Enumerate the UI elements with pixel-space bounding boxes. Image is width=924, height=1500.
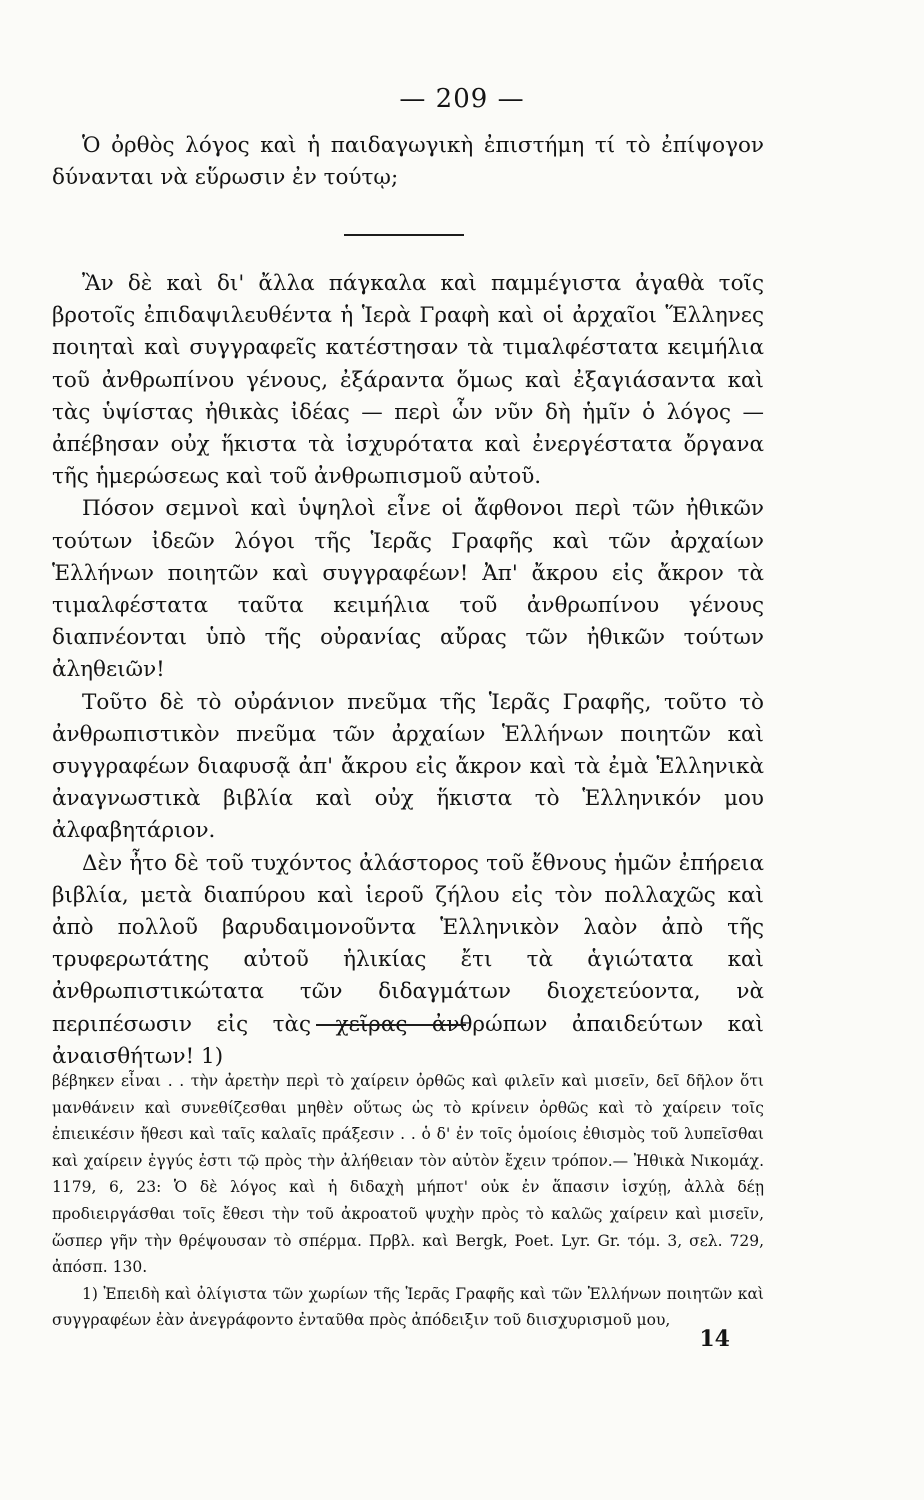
intro-paragraph: Ὁ ὀρθὸς λόγος καὶ ἡ παιδαγωγικὴ ἐπιστήμη τί τὸ ἐπίψογον δύνανται νὰ εὕρωσιν ἐν τούτῳ; [52,133,764,191]
main-text [52,268,764,1073]
paragraph-1: Ἂν δὲ καὶ δι' ἄλλα πάγκαλα καὶ παμμέγιστα ἀγαθὰ τοῖς βροτοῖς ἐπιδαψιλευθέντα ἡ Ἱερὰ Γραφὴ καὶ οἱ ἀρχαῖοι Ἕλληνες ποιηταὶ καὶ συγγραφεῖς κατέστησαν τὰ τιμαλφέστατα κειμήλια τοῦ ἀνθρωπίνου γένους, ἐξάραντα ὅμως καὶ ἐξαγιάσαντα καὶ τὰς ὑψίστας ἠθικὰς ἰδέας — περὶ ὧν νῦν δὴ ἡμῖν ὁ λόγος — ἀπέβησαν οὐχ ἥκιστα τὰ ἰσχυρότατα καὶ ἐνεργέστατα ὄργανα τῆς ἡμερώσεως καὶ τοῦ ἀνθρωπισμοῦ αὐτοῦ. [52,271,764,490]
section-divider-top [344,234,464,236]
footnote-continued: βέβηκεν εἶναι . . τὴν ἀρετὴν περὶ τὸ χαίρειν ὀρθῶς καὶ φιλεῖν καὶ μισεῖν, δεῖ δῆλον ὅτι μανθάνειν καὶ συνεθίζεσθαι μηθὲν οὕτως ὡς τὸ κρίνειν ὀρθῶς καὶ τὸ χαίρειν τοῖς ἐπιεικέσιν ἤθεσι καὶ ταῖς καλαῖς πράξεσιν . . ὁ δ' ἐν τοῖς ὁμοίοις ἐθισμὸς τοῦ λυπεῖσθαι καὶ χαίρειν ἐγγύς ἐστι τῷ πρὸς τὴν ἀλήθειαν τὸν αὐτὸν ἔχειν τρόπον.— Ἠθικὰ Νικομάχ. 1179, 6, 23: Ὁ δὲ λόγος καὶ ἡ διδαχὴ μήποτ' οὐκ ἐν ἅπασιν ἰσχύῃ, ἀλλὰ δέῃ προδιειργάσθαι τοῖς ἔθεσι τὴν τοῦ ἀκροατοῦ ψυχὴν πρὸς τὸ καλῶς χαίρειν καὶ μισεῖν, ὥσπερ γῆν τὴν θρέψουσαν τὸ σπέρμα. Πρβλ. καὶ Bergk, Poet. Lyr. Gr. τόμ. 3, σελ. 729, ἀπόσπ. 130. [52,1072,764,1277]
footnotes [52,1068,764,1334]
signature-mark: 14 [699,1326,730,1352]
page-number: — 209 — [399,84,525,114]
paragraph-3: Τοῦτο δὲ τὸ οὐράνιον πνεῦμα τῆς Ἱερᾶς Γραφῆς, τοῦτο τὸ ἀνθρωπιστικὸν πνεῦμα τῶν ἀρχαίων Ἑλλήνων ποιητῶν καὶ συγγραφέων διαφυσᾷ ἀπ' ἄκρου εἰς ἄκρον καὶ τὰ ἐμὰ Ἑλληνικὰ ἀναγνωστικὰ βιβλία καὶ οὐχ ἥκιστα τὸ Ἑλληνικόν μου ἀλφαβητάριον. [52,689,764,844]
footnote-1: 1) Ἐπειδὴ καὶ ὀλίγιστα τῶν χωρίων τῆς Ἱερᾶς Γραφῆς καὶ τῶν Ἑλλήνων ποιητῶν καὶ συγγραφέων ἐὰν ἀνεγράφοντο ἐνταῦθα πρὸς ἀπόδειξιν τοῦ διισχυρισμοῦ μου, [52,1284,764,1330]
paragraph-2: Πόσον σεμνοὶ καὶ ὑψηλοὶ εἶνε οἱ ἄφθονοι περὶ τῶν ἠθικῶν τούτων ἰδεῶν λόγοι τῆς Ἱερᾶς Γραφῆς καὶ τῶν ἀρχαίων Ἑλλήνων ποιητῶν καὶ συγγραφέων! Ἀπ' ἄκρου εἰς ἄκρον τὰ τιμαλφέστατα ταῦτα κειμήλια τοῦ ἀνθρωπίνου γένους διαπνέονται ὑπὸ τῆς οὐρανίας αὔρας τῶν ἠθικῶν τούτων ἀληθειῶν! [52,496,764,683]
paragraph-4: Δὲν ἦτο δὲ τοῦ τυχόντος ἀλάστορος τοῦ ἔθνους ἡμῶν ἐπήρεια βιβλία, μετὰ διαπύρου καὶ ἱεροῦ ζήλου εἰς τὸν πολλαχῶς καὶ ἀπὸ πολλοῦ βαρυδαιμονοῦντα Ἑλληνικὸν λαὸν ἀπὸ τῆς τρυφερωτάτης αὐτοῦ ἡλικίας ἔτι τὰ ἁγιώτατα καὶ ἀνθρωπιστικώτατα τῶν διδαγμάτων διοχετεύοντα, νὰ περιπέσωσιν εἰς τὰς χεῖρας ἀνθρώπων ἀπαιδεύτων καὶ ἀναισθήτων! 1) [52,850,764,1069]
footnote-divider [316,1024,466,1026]
intro-block [52,130,764,194]
